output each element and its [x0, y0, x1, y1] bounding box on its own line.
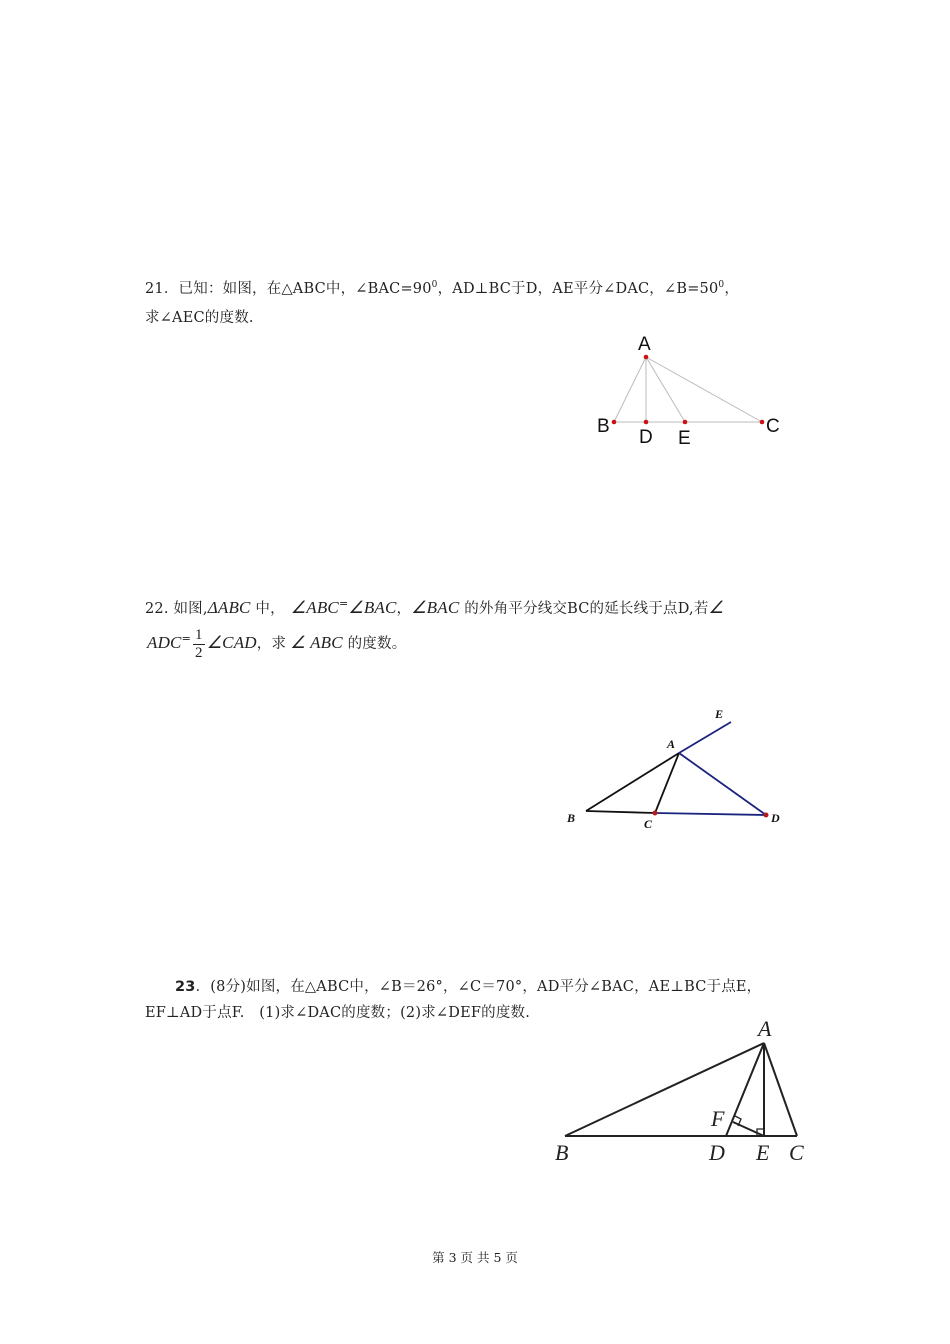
q23-label-d: D [709, 1140, 725, 1165]
q23-label-a: A [758, 1016, 772, 1041]
q21-label-e: E [678, 428, 691, 449]
q22-label-d: D [771, 811, 780, 825]
q22-label-b: B [567, 811, 576, 825]
q21-line-2: 求∠AEC的度数. [145, 310, 254, 326]
q23-line-2: EF⊥AD于点F. (1)求∠DAC的度数；(2)求∠DEF的度数. [145, 1005, 531, 1021]
q22-label-e: E [715, 707, 724, 721]
q22-fraction: $\frac{1}{2}$ [195, 627, 203, 661]
q22-line-2: ADC= $\frac{1}{2}$ ∠CAD，求 ∠ ABC 的度数。 [147, 627, 407, 661]
q21-label-b: B [597, 416, 610, 437]
q23-label-c: C [789, 1140, 804, 1165]
q21-line-1: 21．已知：如图，在△ABC中，$\angle BAC=90^0$，AD⊥BC于D，AE平分∠DAC，$\angle B=50^0$， [145, 280, 740, 297]
page-footer: 第 3 页 共 5 页 [432, 1250, 518, 1265]
q21-label-d: D [639, 427, 653, 448]
q22-line-1: 22. 如图,ΔABC 中， ∠ABC=∠BAC，∠BAC 的外角平分线交BC的延长线于点D,若∠ [145, 597, 724, 617]
q23-line-1: 23．(8分)如图，在△ABC中，∠B＝26°，∠C＝70°，AD平分∠BAC，AE⊥BC于点E， [175, 979, 762, 995]
q23-label-b: B [555, 1140, 569, 1165]
q22-label-a: A [667, 737, 676, 751]
q22-label-c: C [644, 817, 653, 831]
q23-bisector-ad [726, 1043, 764, 1136]
q21-label-c: C [766, 416, 780, 437]
q23-side-ac [764, 1043, 797, 1136]
q23-label-f: F [711, 1106, 725, 1131]
q21-label-a: A [638, 334, 651, 355]
q23-label-e: E [756, 1140, 770, 1165]
